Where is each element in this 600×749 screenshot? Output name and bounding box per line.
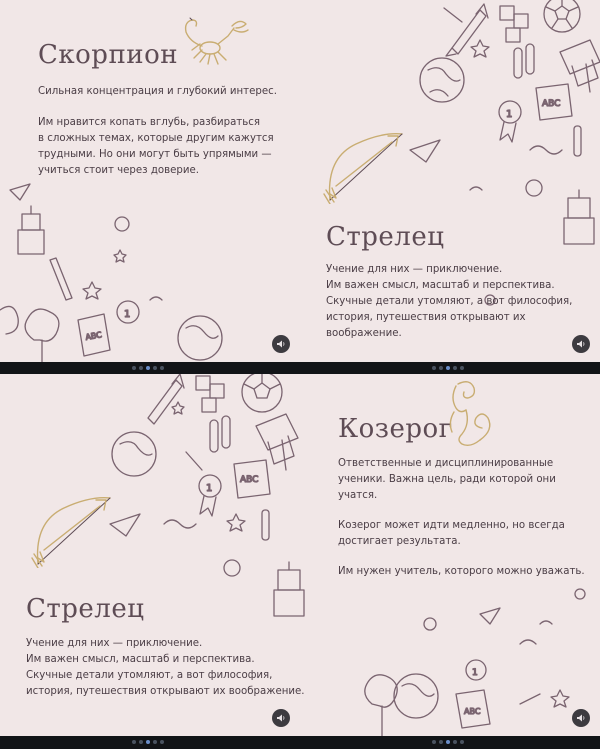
- toy-blocks-icon: [500, 6, 528, 42]
- sound-button[interactable]: [272, 335, 290, 353]
- sign-description: Учение для них — приключение. Им важен смысл, масштаб и перспектива. Скучные детали утомляют, а вот философия, история, путешествия открывают их воображение.: [26, 638, 305, 697]
- capricorn-icon: [440, 378, 500, 455]
- robot-icon: [18, 190, 594, 254]
- rocket-icon: [148, 374, 184, 424]
- slide-divider: [0, 362, 600, 374]
- slide-divider: [0, 736, 600, 748]
- sign-title: Стрелец: [326, 222, 445, 252]
- svg-text:1: 1: [124, 309, 131, 320]
- graduation-cap-icon: [560, 40, 600, 92]
- sign-description: Ответственные и дисциплинированные ученики. Важна цель, ради которой они учатся.: [338, 458, 556, 501]
- toy-blocks-icon: [196, 376, 224, 412]
- sound-button[interactable]: [572, 709, 590, 727]
- sound-button[interactable]: [572, 335, 590, 353]
- svg-text:1: 1: [472, 668, 478, 678]
- svg-text:1: 1: [506, 109, 513, 120]
- bow-arrow-icon: [322, 128, 406, 209]
- svg-text:ABC: ABC: [464, 707, 481, 716]
- slide-2: [0, 374, 600, 736]
- robot-icon: [274, 562, 304, 616]
- sign-description: Им нужен учитель, которого можно уважать.: [338, 566, 585, 577]
- graduation-cap-icon: [256, 414, 298, 470]
- sign-description: Им нравится копать вглубь, разбираться в сложных темах, которые другим кажутся трудными. Но они могут быть упрямыми — учиться стоит через доверие.: [38, 117, 274, 176]
- svg-text:1: 1: [206, 483, 213, 494]
- sign-description: Козерог может идти медленно, но всегда достигает результата.: [338, 520, 565, 547]
- volume-icon: [276, 339, 286, 349]
- test-tube-icon: [514, 44, 581, 156]
- soccer-ball-icon: [242, 374, 282, 412]
- sign-title: Козерог: [338, 414, 453, 444]
- sign-description: Учение для них — приключение. Им важен смысл, масштаб и перспектива. Скучные детали утомляют, а вот философия, история, путешествия открывают их воображение.: [326, 264, 573, 339]
- soccer-ball-icon: [544, 0, 580, 32]
- tree-icon: [0, 306, 59, 362]
- sound-button[interactable]: [272, 709, 290, 727]
- svg-text:ABC: ABC: [84, 330, 103, 342]
- volume-icon: [576, 339, 586, 349]
- sign-title: Стрелец: [26, 594, 145, 624]
- volume-icon: [276, 713, 286, 723]
- sign-title: Скорпион: [38, 40, 179, 70]
- tree-icon: [365, 675, 397, 736]
- svg-text:ABC: ABC: [240, 475, 259, 485]
- slide-1: [0, 0, 600, 362]
- svg-text:ABC: ABC: [542, 99, 561, 109]
- rocket-icon: [446, 4, 488, 56]
- scorpion-icon: [172, 14, 252, 71]
- sign-lead-text: Сильная концентрация и глубокий интерес.: [38, 86, 277, 97]
- bow-arrow-icon: [30, 492, 114, 573]
- test-tube-icon: [210, 416, 269, 540]
- volume-icon: [576, 713, 586, 723]
